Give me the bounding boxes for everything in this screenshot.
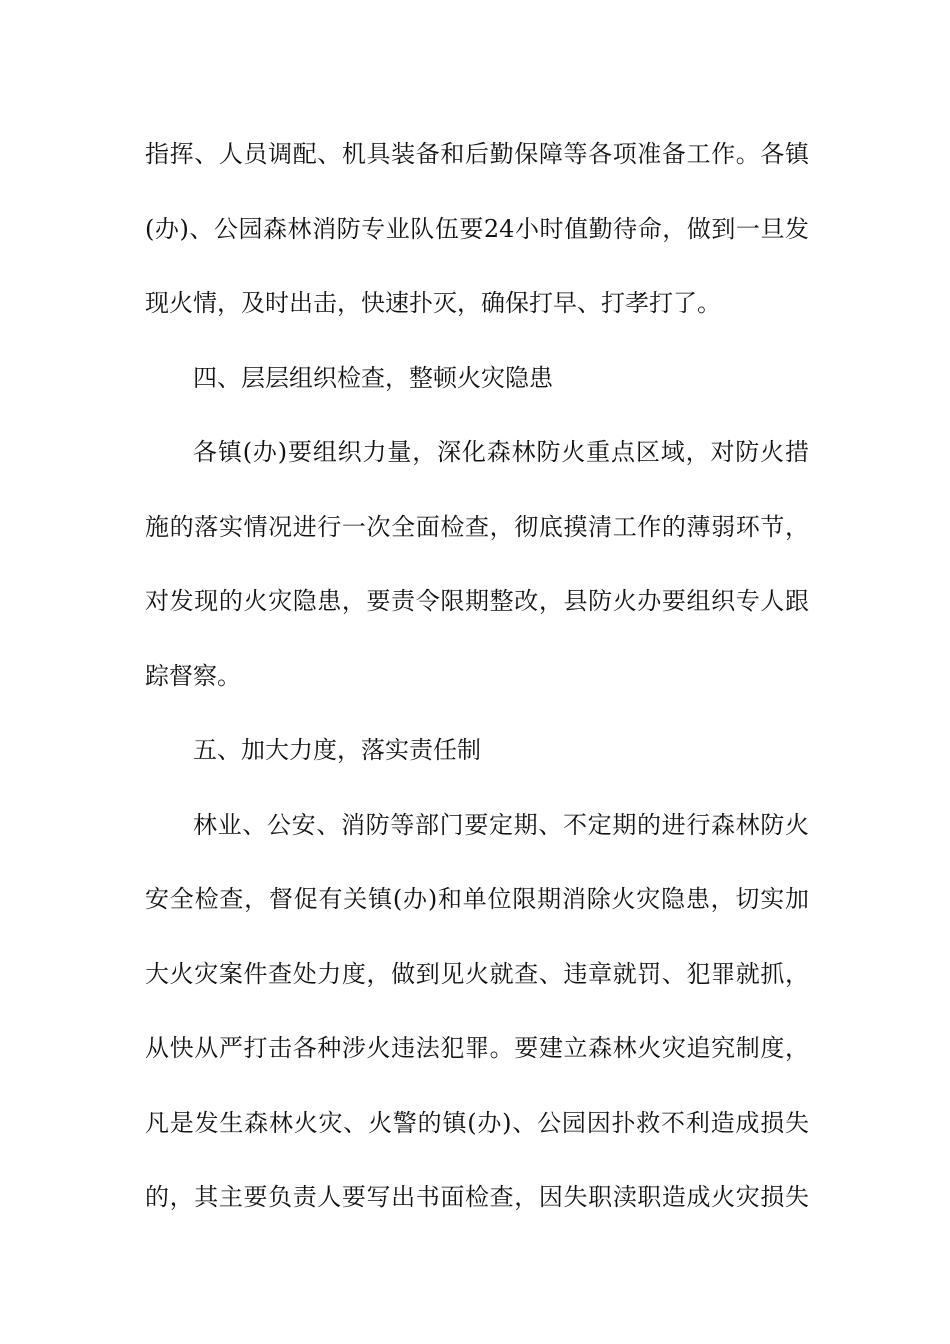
text-line-12: 大火灾案件查处力度，做到见火就查、违章就罚、犯罪就抓， (145, 959, 809, 988)
text-line-11: 安全检查，督促有关镇(办)和单位限期消除火灾隐患，切实加 (145, 885, 809, 913)
text-line-3: 现火情，及时出击，快速扑灭，确保打早、打孝打了。 (145, 289, 721, 317)
text-line-15: 的，其主要负责人要写出书面检查，因失职渎职造成火灾损失 (145, 1183, 809, 1211)
text-line-6: 施的落实情况进行一次全面检查，彻底摸清工作的薄弱环节， (145, 512, 809, 541)
text-line-10: 林业、公安、消防等部门要定期、不定期的进行森林防火 (193, 810, 809, 839)
text-line-7: 对发现的火灾隐患，要责令限期整改，县防火办要组织专人跟 (145, 587, 809, 615)
text-line-8: 踪督察。 (145, 661, 241, 690)
text-line-1: 指挥、人员调配、机具装备和后勤保障等各项准备工作。各镇 (145, 140, 809, 168)
text-line-2: (办)、公园森林消防专业队伍要24小时值勤待命，做到一旦发 (145, 214, 809, 243)
section-heading-5: 五、加大力度，落实责任制 (193, 736, 481, 764)
text-line-13: 从快从严打击各种涉火违法犯罪。要建立森林火灾追究制度， (145, 1034, 809, 1062)
text-line-14: 凡是发生森林火灾、火警的镇(办)、公园因扑救不利造成损失 (145, 1108, 809, 1137)
text-line-5: 各镇(办)要组织力量，深化森林防火重点区域，对防火措 (193, 438, 809, 466)
section-heading-4: 四、层层组织检查，整顿火灾隐患 (193, 363, 553, 392)
document-body (145, 117, 809, 1235)
